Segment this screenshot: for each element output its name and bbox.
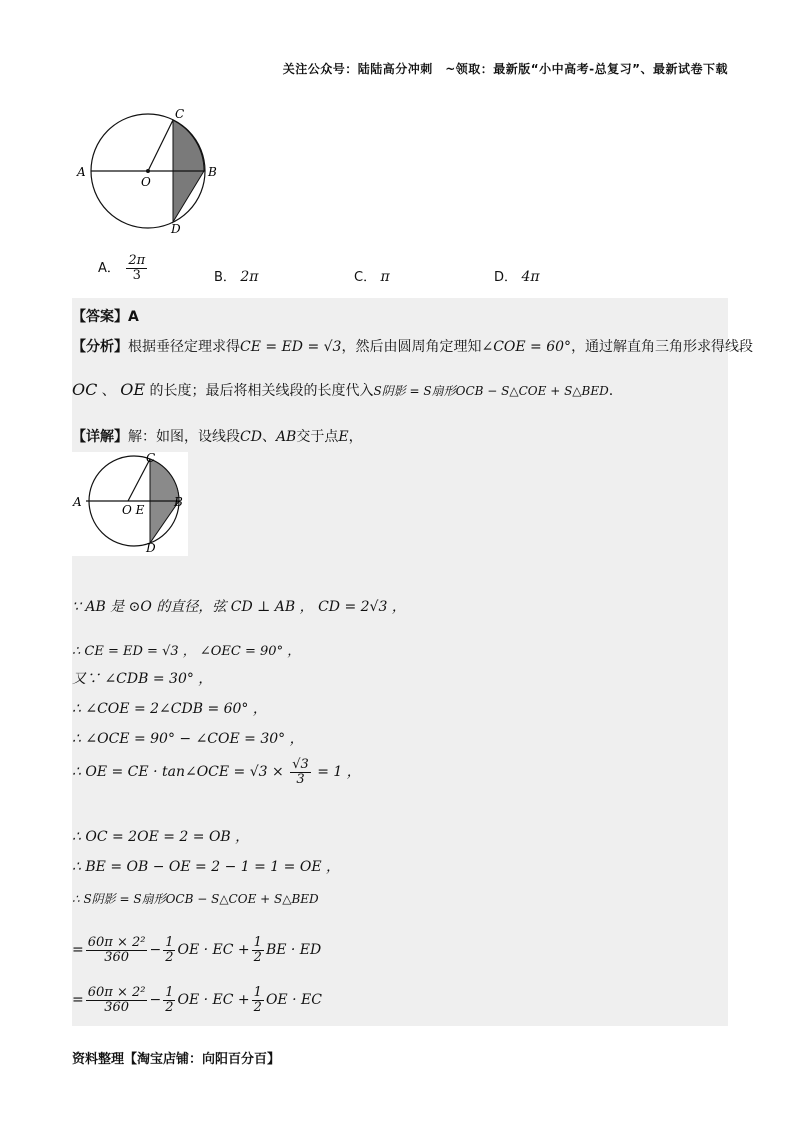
step-11: = $\frac{\text{60π × 2²}}{360}$ − $\frac{1}{2}$ OE · EC + $\frac{1}{2}$ OE · EC	[72, 985, 322, 1015]
option-d[interactable]: D． 4π	[494, 269, 540, 285]
analysis-line-2: OC 、 OE 的长度；最后将相关线段的长度代入S阴影 = S扇形OCB − S△COE + S△BED.	[72, 380, 614, 399]
label-b: B	[208, 165, 217, 179]
step-6: ∴ OE = CE · tan∠OCE = √3 × $\frac{√3}{3}$ = 1 ，	[72, 757, 361, 787]
step-10: = $\frac{\text{60π × 2²}}{360}$ − $\frac{1}{2}$ OE · EC + $\frac{1}{2}$ BE · ED	[72, 935, 322, 965]
label-a: A	[77, 165, 86, 179]
step-5: ∴ ∠OCE = 90° − ∠COE = 30° ，	[72, 731, 304, 747]
step-9: ∴ S阴影 = S扇形OCB − S△COE + S△BED	[72, 892, 319, 906]
label-d: D	[171, 222, 181, 236]
step-3: 又∵ ∠CDB = 30° ，	[72, 671, 213, 687]
analysis-line-1: 【分析】根据垂径定理求得CE = ED = √3，然后由圆周角定理知∠COE = 60°，通过解直角三角形求得线段	[72, 339, 754, 355]
option-a[interactable]: A． $\frac{2\pi}{3}$	[98, 253, 146, 283]
page-footer: 资料整理【淘宝店铺：向阳百分百】	[72, 1052, 281, 1067]
circle-figure-1	[74, 104, 224, 240]
label-o: O	[141, 175, 151, 189]
step-7: ∴ OC = 2OE = 2 = OB ，	[72, 829, 250, 845]
fig2-label-b: B	[174, 495, 183, 509]
option-b[interactable]: B． 2π	[214, 269, 259, 285]
circle-figure-2	[72, 452, 188, 556]
solution-panel	[72, 298, 728, 1026]
step-8: ∴ BE = OB − OE = 2 − 1 = 1 = OE ，	[72, 859, 340, 875]
fig2-label-c: C	[146, 452, 156, 465]
label-c: C	[175, 107, 185, 121]
detail-line: 【详解】解：如图，设线段CD、AB交于点E，	[72, 429, 363, 445]
fig2-label-oe: O E	[122, 503, 145, 517]
fig2-label-a: A	[73, 495, 82, 509]
answer-line: 【答案】A	[72, 309, 139, 325]
step-4: ∴ ∠COE = 2∠CDB = 60° ，	[72, 701, 267, 717]
page-header: 关注公众号：陆陆高分冲刺 ~领取：最新版“小中高考-总复习”、最新试卷下载	[282, 62, 728, 76]
option-c[interactable]: C． π	[354, 269, 390, 285]
step-1: ∵ AB 是 ⊙O 的直径，弦 CD ⊥ AB ， CD = 2√3 ，	[72, 599, 406, 615]
step-2: ∴ CE = ED = √3 ， ∠OEC = 90° ，	[72, 644, 301, 659]
fig2-label-d: D	[146, 541, 156, 555]
